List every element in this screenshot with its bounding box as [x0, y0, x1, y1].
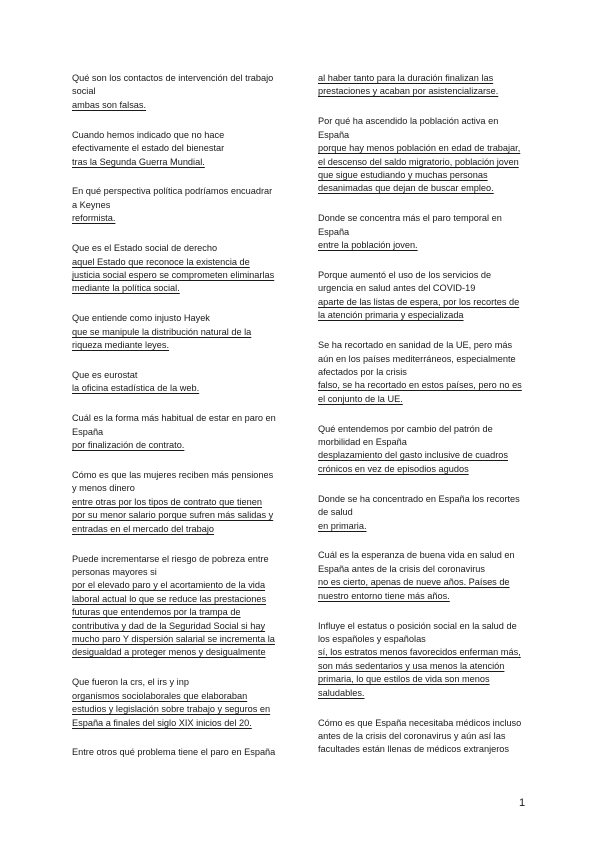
- qa-item: [318, 493, 523, 533]
- qa-item: [318, 115, 523, 195]
- qa-item: [72, 412, 277, 452]
- question-text: Se ha recortado en sanidad de la UE, pero más aún en los países mediterráneos, especialmente afectados por la crisis: [318, 340, 516, 377]
- right-column: [318, 72, 523, 773]
- qa-item: [318, 339, 523, 406]
- answer-text: aquel Estado que reconoce la existencia de justicia social espero se comprometen eliminarlas mediante la política social.: [72, 256, 275, 294]
- answer-text: reformista.: [72, 213, 116, 224]
- answer-text: sí, los estratos menos favorecidos enferman más, son más sedentarios y usa menos la atención primaria, lo que estilos de vida son menos saludables.: [318, 647, 521, 698]
- answer-text: al haber tanto para la duración finalizan las prestaciones y acaban por asistencializarse.: [318, 73, 499, 97]
- qa-item: [72, 72, 277, 112]
- question-text: Cómo es que las mujeres reciben más pensiones y menos dinero: [72, 470, 274, 494]
- page-number: 1: [519, 797, 526, 809]
- answer-text: ambas son falsas.: [72, 99, 147, 110]
- question-text: Donde se concentra más el paro temporal en España: [318, 213, 502, 237]
- qa-item: [72, 129, 277, 169]
- answer-text: entre otras por los tipos de contrato que tienen por su menor salario porque sufren más salidas y entradas en el mercado del trabajo: [72, 496, 274, 534]
- question-text: Entre otros qué problema tiene el paro en España: [72, 747, 276, 758]
- question-text: Cuál es la esperanza de buena vida en salud en España antes de la crisis del coronavirus: [318, 550, 515, 574]
- question-text: Influye el estatus o posición social en la salud de los españoles y españolas: [318, 620, 517, 644]
- question-text: Qué son los contactos de intervención del trabajo social: [72, 73, 274, 97]
- answer-text: aparte de las listas de espera, por los recortes de la atención primaria y especializada: [318, 296, 520, 321]
- answer-text: por el elevado paro y el acortamiento de la vida laboral actual lo que se reduce las prestaciones futuras que entendemos por la trampa de contributiva y dad de la Seguridad Social si hay mucho paro Y dispersión salarial se incrementa la desigualdad a proteger menos y desigualmente: [72, 580, 275, 658]
- answer-text: en primaria.: [318, 520, 367, 531]
- question-text: Porque aumentó el uso de los servicios de urgencia en salud antes del COVID-19: [318, 269, 492, 294]
- qa-item: [72, 676, 277, 730]
- answer-text: por finalización de contrato.: [72, 440, 185, 451]
- question-text: Puede incrementarse el riesgo de pobreza entre personas mayores si: [72, 553, 269, 577]
- qa-item: [72, 312, 277, 352]
- qa-item: [318, 269, 523, 323]
- left-column: [72, 72, 277, 776]
- qa-item: [318, 620, 523, 700]
- answer-text: entre la población joven.: [318, 240, 418, 251]
- question-text: Donde se ha concentrado en España los recortes de salud: [318, 493, 520, 518]
- answer-text: tras la Segunda Guerra Mundial.: [72, 156, 205, 167]
- answer-text: que se manipule la distribución natural de la riqueza mediante leyes.: [72, 326, 252, 351]
- question-text: Que fueron la crs, el irs y inp: [72, 677, 189, 688]
- answer-text: porque hay menos población en edad de trabajar, el descenso del saldo migratorio, población joven que sigue estudiando y muchas personas desanimadas que dejan de buscar empleo.: [318, 143, 521, 194]
- qa-item: [318, 423, 523, 477]
- question-text: Cuando hemos indicado que no hace efectivamente el estado del bienestar: [72, 129, 225, 154]
- question-text: En qué perspectiva política podríamos encuadrar a Keynes: [72, 186, 273, 210]
- qa-item: [72, 185, 277, 225]
- qa-item: [72, 242, 277, 296]
- answer-text: organismos sociolaborales que elaboraban estudios y legislación sobre trabajo y seguros en España a finales del siglo XIX inicios del 20.: [72, 690, 271, 728]
- qa-item: [72, 553, 277, 660]
- qa-item: [318, 717, 523, 757]
- question-text: Que entiende como injusto Hayek: [72, 313, 210, 324]
- answer-text: falso, se ha recortado en estos países, pero no es el conjunto de la UE.: [318, 380, 522, 404]
- answer-text: no es cierto, apenas de nueve años. Países de nuestro entorno tiene más años.: [318, 577, 510, 601]
- question-text: Qué entendemos por cambio del patrón de morbilidad en España: [318, 423, 493, 448]
- qa-item: [72, 469, 277, 536]
- answer-text: desplazamiento del gasto inclusive de cuadros crónicos en vez de episodios agudos: [318, 450, 508, 474]
- answer-text: la oficina estadística de la web.: [72, 383, 200, 394]
- question-text: Que es eurostat: [72, 370, 138, 380]
- question-text: Que es el Estado social de derecho: [72, 243, 218, 254]
- qa-item: [318, 212, 523, 252]
- question-text: Cómo es que España necesitaba médicos incluso antes de la crisis del coronavirus y aún así las facultades están llenas de médicos extranjeros: [318, 717, 522, 755]
- question-text: Por qué ha ascendido la población activa en España: [318, 116, 499, 140]
- qa-item: [72, 746, 277, 759]
- qa-item: [318, 72, 523, 99]
- question-text: Cuál es la forma más habitual de estar en paro en España: [72, 413, 276, 437]
- qa-item: [72, 369, 277, 396]
- qa-item: [318, 549, 523, 603]
